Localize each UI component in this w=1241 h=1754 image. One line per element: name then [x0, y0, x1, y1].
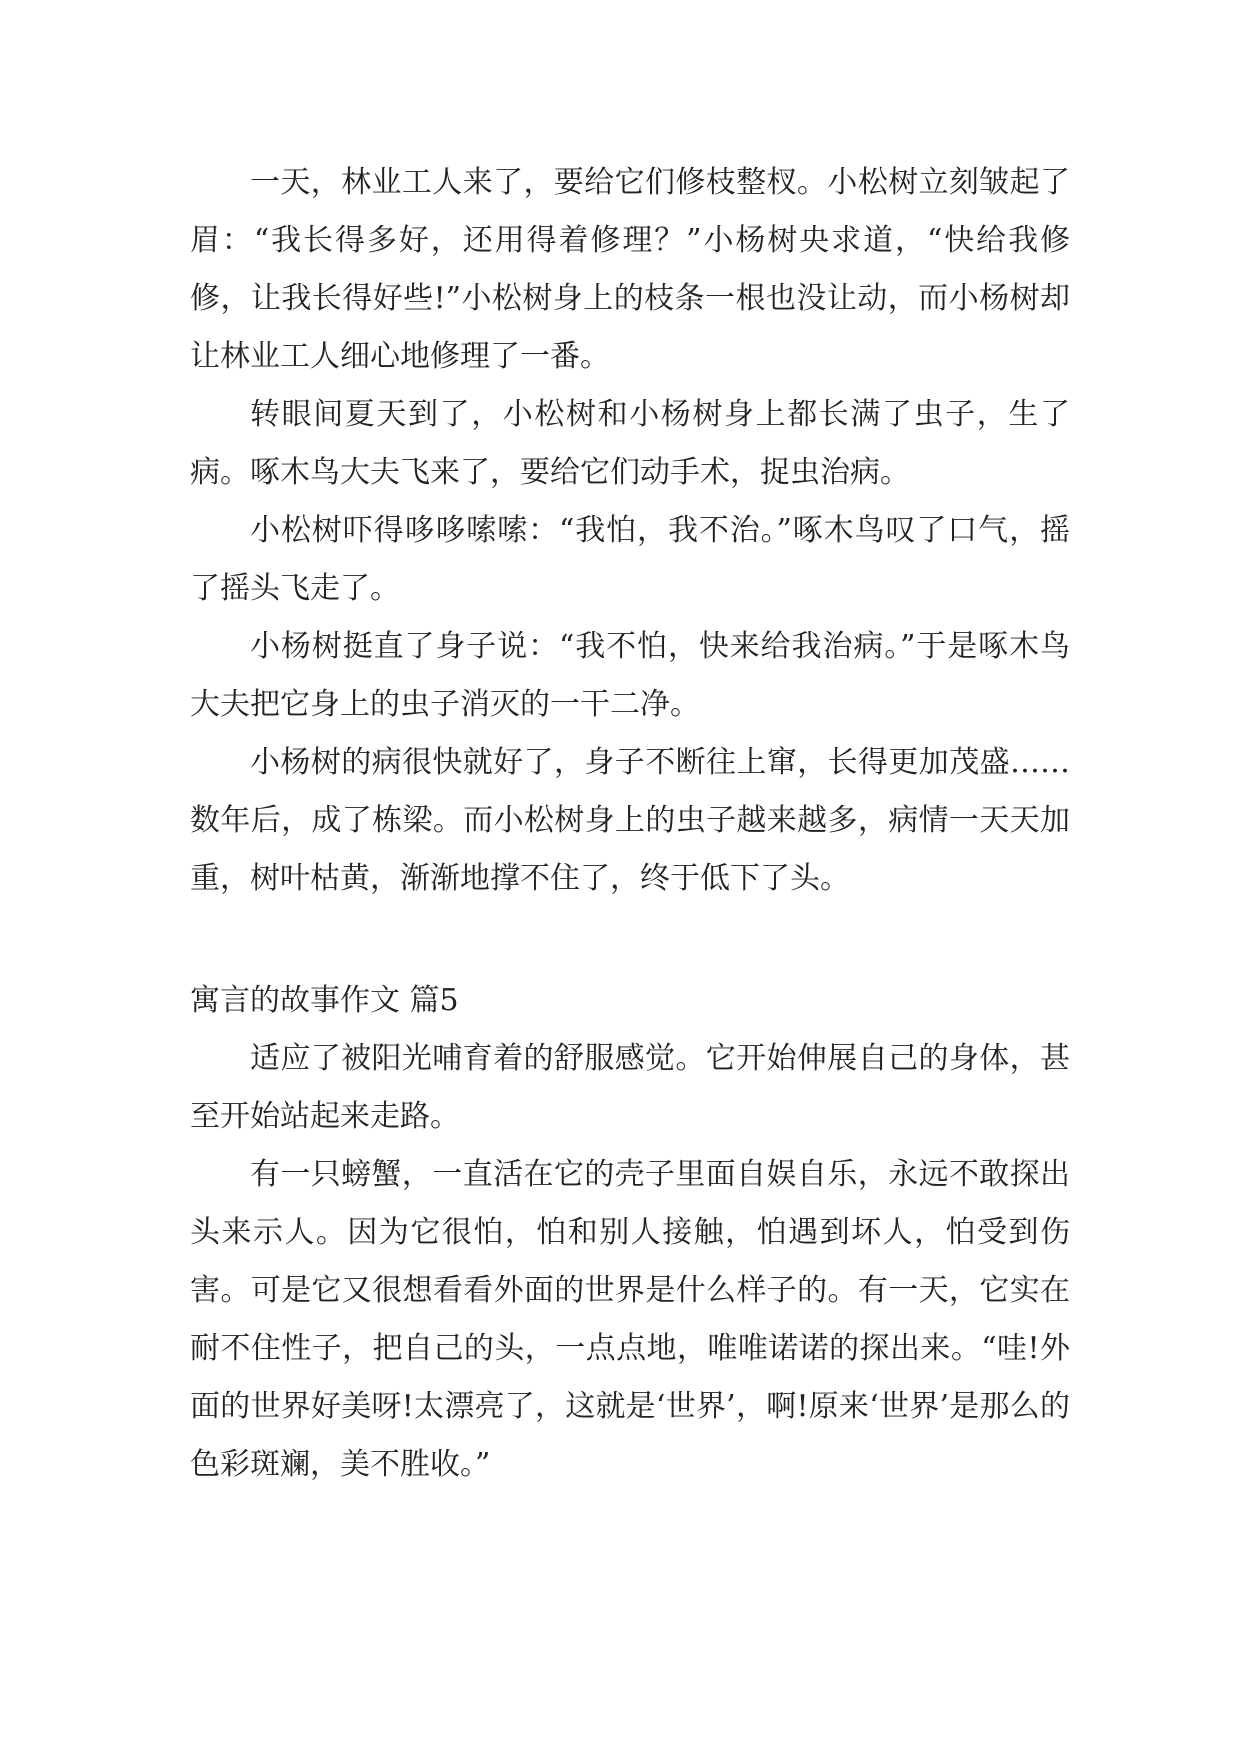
- paragraph-pruning: 一天，林业工人来了，要给它们修枝整杈。小松树立刻皱起了眉：“我长得多好，还用得着修理？”小杨树央求道，“快给我修修，让我长得好些!”小松树身上的枝条一根也没让动，而小杨树却让林业工人细心地修理了一番。: [190, 165, 1070, 374]
- section-heading: 寓言的故事作文 篇5: [190, 983, 459, 1018]
- paragraph-pine-afraid: 小松树吓得哆哆嗦嗦：“我怕，我不治。”啄木鸟叹了口气，摇了摇头飞走了。: [190, 513, 1070, 606]
- paragraph-poplar-brave: 小杨树挺直了身子说：“我不怕，快来给我治病。”于是啄木鸟大夫把它身上的虫子消灭的一干二净。: [190, 629, 1070, 722]
- paragraph-sunlight: 适应了被阳光哺育着的舒服感觉。它开始伸展自己的身体，甚至开始站起来走路。: [190, 1041, 1070, 1134]
- document-page: [190, 154, 1070, 1494]
- paragraph-crab: 有一只螃蟹，一直活在它的壳子里面自娱自乐，永远不敢探出头来示人。因为它很怕，怕和别人接触，怕遇到坏人，怕受到伤害。可是它又很想看看外面的世界是什么样子的。有一天，它实在耐不住性子，把自己的头，一点点地，唯唯诺诺的探出来。“哇!外面的世界好美呀!太漂亮了，这就是‘世界’，啊!原来‘世界’是那么的色彩斑斓，美不胜收。”: [190, 1157, 1070, 1482]
- paragraph-outcome: 小杨树的病很快就好了，身子不断往上窜，长得更加茂盛……数年后，成了栋梁。而小松树身上的虫子越来越多，病情一天天加重，树叶枯黄，渐渐地撑不住了，终于低下了头。: [190, 745, 1070, 896]
- paragraph-summer-sickness: 转眼间夏天到了，小松树和小杨树身上都长满了虫子，生了病。啄木鸟大夫飞来了，要给它们动手术，捉虫治病。: [190, 397, 1070, 490]
